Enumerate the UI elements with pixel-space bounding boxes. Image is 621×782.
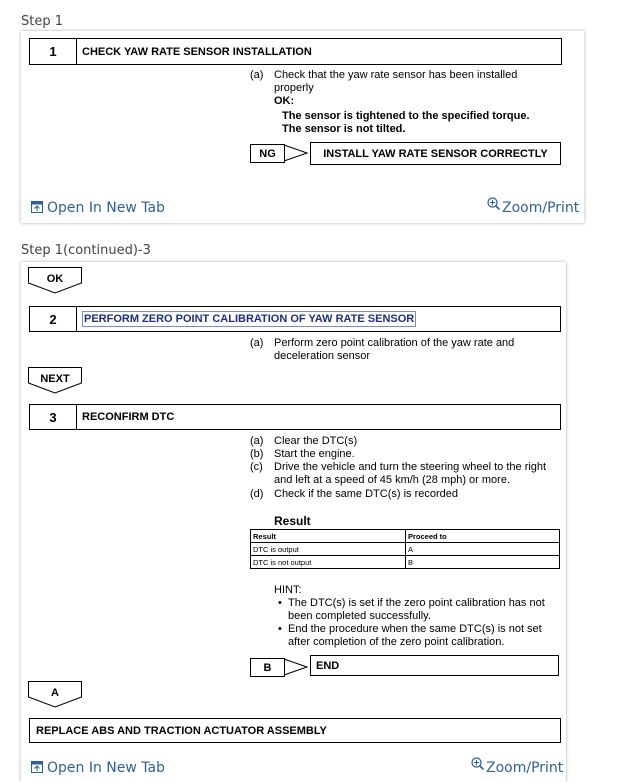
step-1-continued-label: Step 1(continued)-3 xyxy=(21,243,151,258)
ok-tag: OK xyxy=(46,273,64,285)
zoom-print-link[interactable] xyxy=(487,197,579,216)
table-row xyxy=(251,556,560,569)
hint-1b: been completed successfully. xyxy=(288,610,431,622)
table-cell: DTC is not output xyxy=(251,556,406,569)
proc2-a-text-1: Perform zero point calibration of the yaw rate and xyxy=(274,337,515,349)
procedure-1-header xyxy=(29,38,562,65)
open-in-new-tab-link[interactable] xyxy=(31,200,165,216)
new-tab-icon xyxy=(31,201,43,213)
new-tab-icon xyxy=(31,761,43,773)
step-marker: (d) xyxy=(250,488,264,500)
bullet: • xyxy=(278,597,282,609)
table-row xyxy=(251,543,560,556)
bullet: • xyxy=(278,623,282,635)
end-box: END xyxy=(310,655,559,676)
procedure-2-header xyxy=(29,306,561,332)
hint-2b: after completion of the zero point calibration. xyxy=(288,636,505,648)
ng-box: NG xyxy=(250,144,285,163)
result-title: Result xyxy=(274,514,311,528)
replace-title: REPLACE ABS AND TRACTION ACTUATOR ASSEMBLY xyxy=(36,724,327,737)
zoom-in-icon xyxy=(471,757,484,770)
procedure-number: 3 xyxy=(30,405,77,429)
table-cell: A xyxy=(406,543,560,556)
table-cell: B xyxy=(406,556,560,569)
step-text: and left at a speed of 45 km/h (28 mph) or more. xyxy=(274,474,511,486)
step-text: Drive the vehicle and turn the steering wheel to the right xyxy=(274,461,547,473)
ng-action-box: INSTALL YAW RATE SENSOR CORRECTLY xyxy=(310,142,561,165)
a-tag: A xyxy=(51,687,59,699)
step-marker: (b) xyxy=(250,448,264,460)
step-text: Clear the DTC(s) xyxy=(274,435,358,447)
procedure-title-link[interactable]: PERFORM ZERO POINT CALIBRATION OF YAW RATE SENSOR xyxy=(84,313,415,325)
right-arrow-icon xyxy=(284,656,310,678)
zoom-print-label: Zoom/Print xyxy=(486,760,564,776)
table-header: Proceed to xyxy=(406,530,560,543)
hint-label: HINT: xyxy=(274,584,302,596)
table-header: Result xyxy=(251,530,406,543)
procedure-title: CHECK YAW RATE SENSOR INSTALLATION xyxy=(82,45,312,58)
result-table xyxy=(250,529,560,569)
b-box: B xyxy=(250,658,285,677)
open-in-new-tab-label: Open In New Tab xyxy=(47,200,165,216)
item-a-text-1: Check that the yaw rate sensor has been installed xyxy=(274,69,518,81)
table-header-row xyxy=(251,530,560,543)
hint-2a: End the procedure when the same DTC(s) is not set xyxy=(288,623,542,635)
zoom-in-icon xyxy=(487,197,500,210)
zoom-print-link[interactable] xyxy=(471,757,563,776)
step-1-card xyxy=(21,31,584,223)
proc2-a-text-2: deceleration sensor xyxy=(274,350,371,362)
procedure-number: 1 xyxy=(30,39,77,64)
replace-header xyxy=(29,718,561,743)
next-tag: NEXT xyxy=(40,373,70,385)
step-text: Start the engine. xyxy=(274,448,355,460)
step-text: Check if the same DTC(s) is recorded xyxy=(274,488,458,500)
table-cell: DTC is output xyxy=(251,543,406,556)
item-a-text-2: properly xyxy=(274,82,314,94)
zoom-print-label: Zoom/Print xyxy=(502,200,580,216)
step-1-label: Step 1 xyxy=(21,14,64,29)
ok-line-2: The sensor is not tilted. xyxy=(282,123,406,135)
procedure-number: 2 xyxy=(30,307,77,331)
procedure-3-header xyxy=(29,404,561,430)
procedure-title[interactable] xyxy=(82,307,416,331)
step-marker: (a) xyxy=(250,435,264,447)
procedure-title: RECONFIRM DTC xyxy=(82,411,175,423)
ok-line-1: The sensor is tightened to the specified torque. xyxy=(282,110,530,122)
open-in-new-tab-link[interactable] xyxy=(31,760,165,776)
open-in-new-tab-label: Open In New Tab xyxy=(47,760,165,776)
hint-1a: The DTC(s) is set if the zero point calibration has not xyxy=(288,597,545,609)
ok-label: OK: xyxy=(274,95,295,107)
step-1-continued-card xyxy=(21,262,566,782)
proc2-a-marker: (a) xyxy=(250,337,264,349)
right-arrow-icon xyxy=(284,142,310,164)
item-a-marker: (a) xyxy=(250,69,264,81)
step-marker: (c) xyxy=(250,461,263,473)
